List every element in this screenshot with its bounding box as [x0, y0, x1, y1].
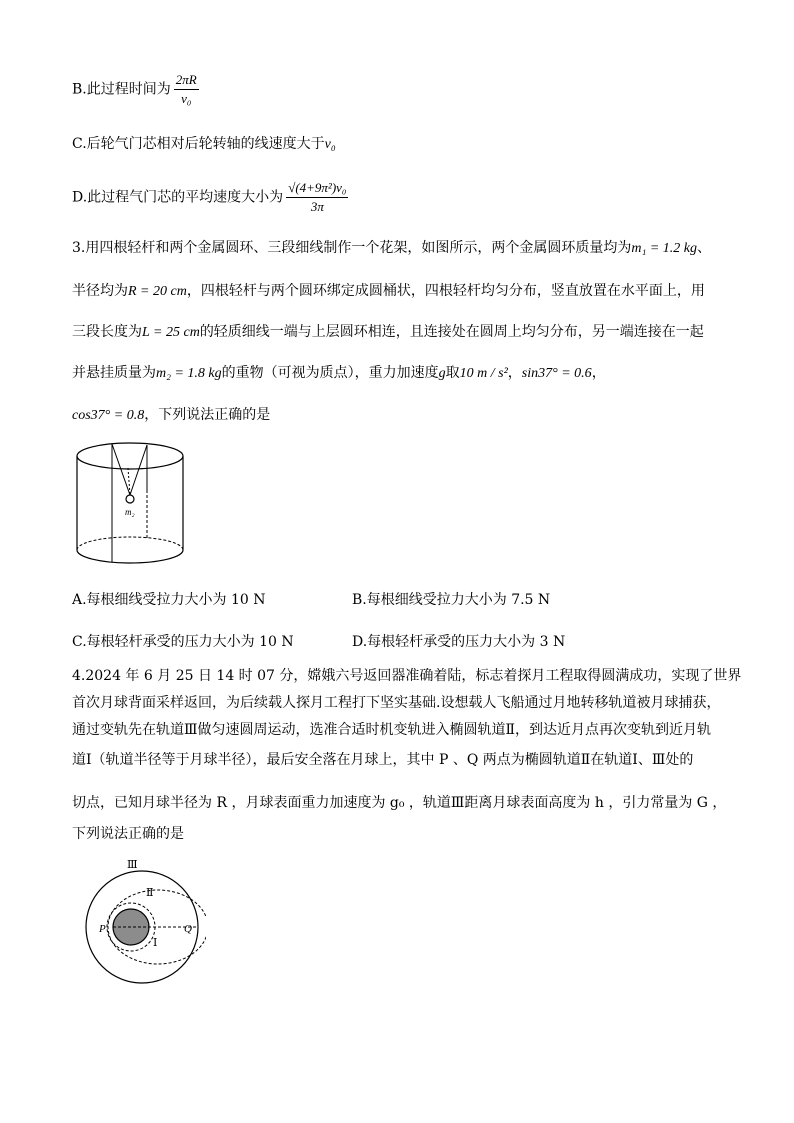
- fraction-denominator: v₀: [181, 91, 192, 106]
- q3-line-3: [72, 322, 704, 343]
- q3-text: 的重物（可视为质点），重力加速度: [221, 365, 439, 381]
- q3-math-m1: m₁ = 1.2 kg: [631, 241, 697, 256]
- q4-line-2: 首次月球背面采样返回，为后续载人探月工程打下坚实基础.设想载人飞船通过月地转移轨道被月球捕获，: [72, 695, 721, 711]
- point-q-label: Q: [184, 923, 192, 935]
- q4-line-3: 通过变轨先在轨道Ⅲ做匀速圆周运动，选准合适时机变轨进入椭圆轨道Ⅱ，到达近月点再次变轨到近月轨: [72, 722, 712, 738]
- q3-text: 三段长度为: [72, 324, 142, 340]
- q3-math-r: R = 20 cm: [128, 284, 187, 299]
- q3-line-5: [72, 405, 270, 426]
- choice-d-text: D.此过程气门芯的平均速度大小为: [72, 189, 284, 206]
- orbit-i-label: Ⅰ: [153, 937, 158, 949]
- q3-text: 取: [445, 365, 460, 381]
- q3-math-m2: m₂ = 1.8 kg: [156, 366, 222, 381]
- orbit-iii-label: Ⅲ: [127, 859, 138, 871]
- q3-text: 并悬挂质量为: [72, 365, 156, 381]
- fraction-time: [174, 72, 199, 107]
- q3-math-g: g: [438, 366, 446, 381]
- q3-line-1: [72, 238, 711, 259]
- choice-d-q2: [72, 180, 351, 215]
- choice-c-text: C.后轮气门芯相对后轮转轴的线速度大于: [72, 136, 325, 152]
- q3-text: 的轻质细线一端与上层圆环相连，且连接处在圆周上均匀分布，另一端连接在一起: [199, 324, 704, 340]
- q3-option-c: C.每根轻杆承受的压力大小为 10 N: [72, 634, 294, 650]
- orbit-ii-label: Ⅱ: [146, 887, 154, 899]
- fraction-denominator: 3π: [310, 199, 324, 214]
- q3-option-d: D.每根轻杆承受的压力大小为 3 N: [352, 634, 566, 650]
- q3-option-b: B.每根细线受拉力大小为 7.5 N: [352, 592, 551, 608]
- fraction-numerator: √(4+9π²)v₀: [286, 180, 348, 198]
- q3-text: 、: [697, 240, 711, 256]
- point-p-label: P: [99, 923, 106, 935]
- q4-line-6: 下列说法正确的是: [72, 826, 184, 842]
- q3-line-4: [72, 363, 606, 384]
- q3-math-cos: cos37° = 0.8: [72, 408, 145, 423]
- flower-stand-diagram: [74, 440, 190, 576]
- fraction-speed: [286, 180, 348, 215]
- mass-label: m₂: [125, 507, 135, 517]
- q4-line-1: 4.2024 年 6 月 25 日 14 时 07 分，嫦娥六号返回器准确着陆，标志着探月工程取得圆满成功，实现了世界: [72, 668, 742, 684]
- choice-c-q2: [72, 134, 336, 155]
- q3-text: ，: [507, 365, 522, 381]
- q3-math-sin: sin37° = 0.6: [521, 366, 592, 381]
- q3-text: 半径均为: [72, 283, 128, 299]
- fraction-numerator: 2πR: [174, 72, 199, 90]
- q3-math-l: L = 25 cm: [142, 325, 200, 340]
- velocity-symbol: v₀: [324, 137, 336, 152]
- q3-text: ，下列说法正确的是: [144, 407, 271, 423]
- q3-text: ，四根轻杆与两个圆环绑定成圆桶状，四根轻杆均匀分布，竖直放置在水平面上，用: [186, 283, 705, 299]
- orbit-diagram: [80, 856, 206, 986]
- q3-math-gval: 10 m / s²: [459, 366, 508, 381]
- q3-option-a: A.每根细线受拉力大小为 10 N: [72, 592, 266, 608]
- q3-line-2: [72, 281, 705, 302]
- choice-b-text: B.此过程时间为: [72, 81, 171, 98]
- choice-b-q2: [72, 72, 202, 107]
- q3-text: 3.用四根轻杆和两个金属圆环、三段细线制作一个花架，如图所示，两个金属圆环质量均为: [72, 240, 632, 256]
- q3-text: ，: [591, 365, 606, 381]
- q4-line-5: 切点，已知月球半径为 R ，月球表面重力加速度为 g₀ ，轨道Ⅲ距离月球表面高度为 h ，引力常量为 G ，: [72, 795, 727, 811]
- q4-line-4: 道Ⅰ（轨道半径等于月球半径），最后安全落在月球上，其中 P 、Q 两点为椭圆轨道Ⅱ在轨道Ⅰ、Ⅲ处的: [72, 752, 694, 768]
